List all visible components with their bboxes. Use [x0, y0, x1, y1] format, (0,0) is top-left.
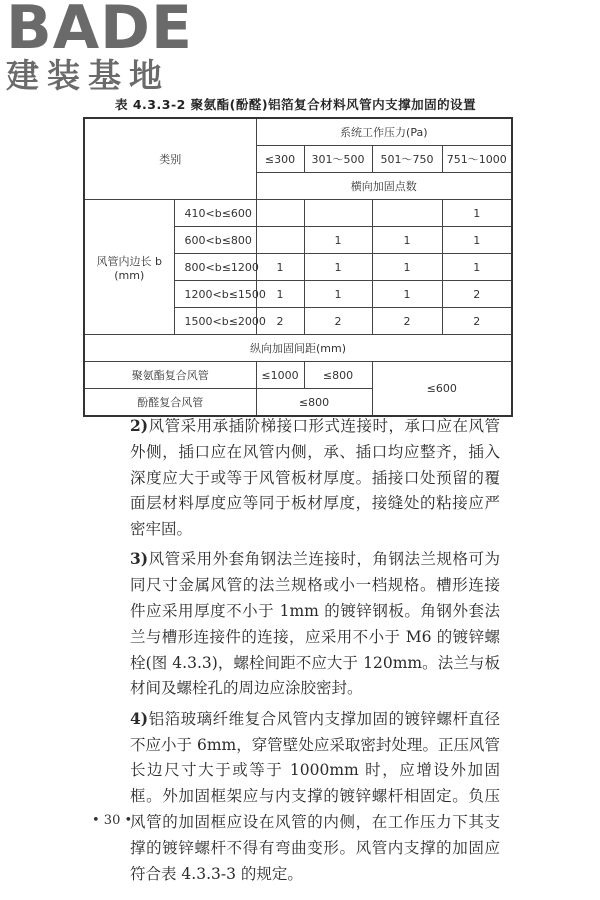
table-title: 表 4.3.3-2 聚氨酯(酚醛)铝箔复合材料风管内支撑加固的设置 [115, 97, 477, 112]
reinforcement-table [83, 117, 513, 417]
brand-name-en: BADE [6, 0, 193, 63]
table-cell [372, 200, 442, 227]
pressure-col: 301～500 [304, 146, 372, 173]
table-cell: 1 [442, 254, 512, 281]
row-group-label-text: 风管内边长 b [96, 254, 162, 268]
table-cell: 1 [442, 227, 512, 254]
paragraph-text: 风管采用承插阶梯接口形式连接时，承口应在风管外侧，插口应在风管内侧，承、插口均应整齐，插入深度应大于或等于风管板材厚度。插接口处预留的覆面层材料厚度应等同于板材厚度，接缝处的粘接应严密牢固。 [130, 417, 500, 539]
paragraph-number: 4) [130, 708, 149, 728]
table-cell: ≤600 [372, 362, 512, 417]
table-cell [256, 227, 304, 254]
table-cell: 1 [256, 281, 304, 308]
table-cell: ≤800 [256, 389, 372, 417]
table-cell: 2 [372, 308, 442, 335]
brand-name-cn: 建装基地 [6, 56, 170, 95]
row-range: 800<b≤1200 [174, 254, 256, 281]
category-header: 类别 [84, 118, 256, 200]
phenolic-duct-label: 酚醛复合风管 [84, 389, 256, 417]
page-number: • 30 • [92, 813, 133, 828]
paragraph [130, 413, 500, 543]
paragraph-text: 风管采用外套角钢法兰连接时，角钢法兰规格可为同尺寸金属风管的法兰规格或小一档规格。槽形连接件应采用厚度不小于 1mm 的镀锌钢板。角钢外套法兰与槽形连接件的连接，应采用不小于 M6 的镀锌螺栓(图 4.3.3)，螺栓间距不应大于 120mm。法兰与板材间及螺栓孔的周边应涂胶密封。 [130, 550, 500, 698]
row-range: 1500<b≤2000 [174, 308, 256, 335]
row-group-unit: (mm) [114, 268, 145, 282]
table-cell: 2 [442, 308, 512, 335]
table-cell: 1 [304, 227, 372, 254]
row-range: 1200<b≤1500 [174, 281, 256, 308]
pu-duct-label: 聚氨酯复合风管 [84, 362, 256, 389]
pressure-col: 501～750 [372, 146, 442, 173]
table-cell: 1 [372, 254, 442, 281]
table-cell: 1 [442, 200, 512, 227]
row-group-label [84, 200, 174, 335]
table-cell: 1 [372, 227, 442, 254]
table-cell: ≤800 [304, 362, 372, 389]
row-range: 600<b≤800 [174, 227, 256, 254]
table-cell: ≤1000 [256, 362, 304, 389]
table-cell: 1 [304, 254, 372, 281]
table-cell [256, 200, 304, 227]
body-text [130, 413, 500, 891]
pressure-col: 751～1000 [442, 146, 512, 173]
table-cell: 2 [442, 281, 512, 308]
paragraph-text: 铝箔玻璃纤维复合风管内支撑加固的镀锌螺杆直径不应小于 6mm，穿管壁处应采取密封处理。正压风管长边尺寸大于或等于 1000mm 时，应增设外加固框。外加固框架应与内支撑的镀锌螺杆相固定。负压风管的加固框应设在风管的内侧，在工作压力下其支撑的镀锌螺杆不得有弯曲变形。风管内支撑的加固应符合表 4.3.3-3 的规定。 [130, 709, 500, 883]
brand-logo [6, 0, 193, 94]
paragraph-number: 3) [130, 549, 149, 569]
row-range: 410<b≤600 [174, 200, 256, 227]
longitudinal-header: 纵向加固间距(mm) [84, 335, 512, 362]
paragraph [130, 706, 500, 888]
paragraph [130, 546, 500, 702]
pressure-header: 系统工作压力(Pa) [256, 118, 512, 146]
transverse-header: 横向加固点数 [256, 173, 512, 200]
paragraph-number: 2) [130, 416, 149, 435]
table-cell: 2 [304, 308, 372, 335]
table-cell: 1 [304, 281, 372, 308]
table-cell: 2 [256, 308, 304, 335]
table-cell: 1 [256, 254, 304, 281]
table-cell: 1 [372, 281, 442, 308]
pressure-col: ≤300 [256, 146, 304, 173]
table-cell [304, 200, 372, 227]
